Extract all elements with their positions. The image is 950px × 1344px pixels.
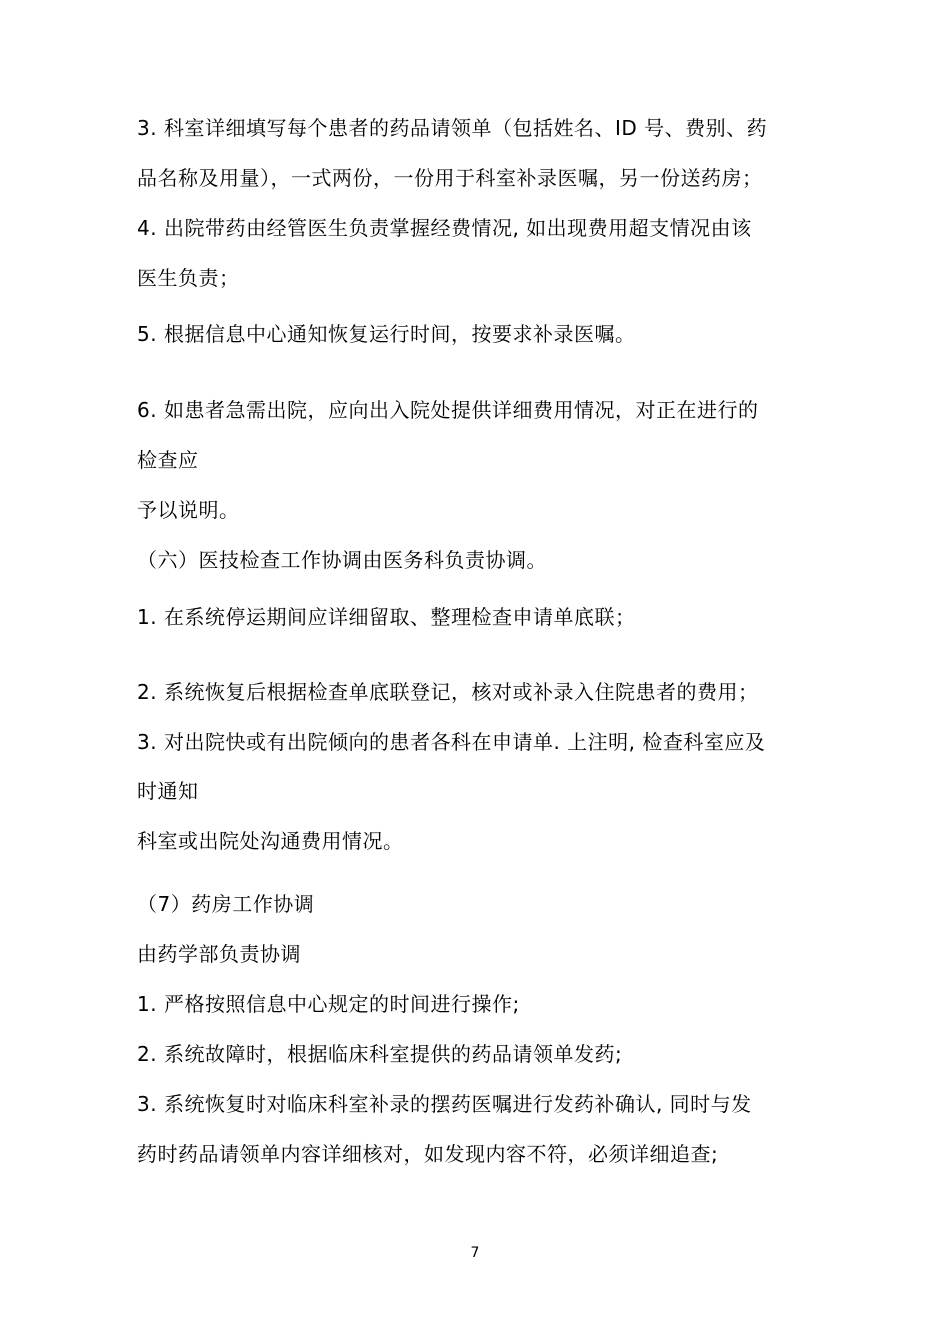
text-line-1: 3. 科室详细填写每个患者的药品请领单（包括姓名、ID 号、费别、药	[137, 116, 768, 140]
text-line-6: 6. 如患者急需出院，应向出入院处提供详细费用情况，对正在进行的	[137, 398, 759, 422]
text-line-15: （7）药房工作协调	[137, 892, 315, 916]
text-line-8: 予以说明。	[137, 498, 240, 522]
text-line-11: 2. 系统恢复后根据检查单底联登记，核对或补录入住院患者的费用；	[137, 680, 759, 704]
text-line-9: （六）医技检查工作协调由医务科负责协调。	[137, 548, 547, 572]
text-line-4: 医生负责；	[137, 266, 240, 290]
text-line-12: 3. 对出院快或有出院倾向的患者各科在申请单. 上注明, 检查科室应及	[137, 730, 766, 754]
text-line-2: 品名称及用量），一式两份，一份用于科室补录医嘱，另一份送药房；	[137, 166, 763, 190]
text-line-16: 由药学部负责协调	[137, 942, 301, 966]
text-line-3: 4. 出院带药由经管医生负责掌握经费情况, 如出现费用超支情况由该	[137, 216, 752, 240]
page-number: 7	[470, 1245, 480, 1261]
text-line-7: 检查应	[137, 448, 199, 472]
text-line-14: 科室或出院处沟通费用情况。	[137, 829, 404, 853]
text-line-18: 2. 系统故障时，根据临床科室提供的药品请领单发药;	[137, 1042, 623, 1066]
text-line-5: 5. 根据信息中心通知恢复运行时间，按要求补录医嘱。	[137, 322, 636, 346]
text-line-19: 3. 系统恢复时对临床科室补录的摆药医嘱进行发药补确认, 同时与发	[137, 1092, 752, 1116]
text-line-10: 1. 在系统停运期间应详细留取、整理检查申请单底联；	[137, 605, 636, 629]
text-line-17: 1. 严格按照信息中心规定的时间进行操作;	[137, 992, 520, 1016]
text-line-20: 药时药品请领单内容详细核对，如发现内容不符，必须详细追查;	[137, 1142, 719, 1166]
text-line-13: 时通知	[137, 779, 199, 803]
